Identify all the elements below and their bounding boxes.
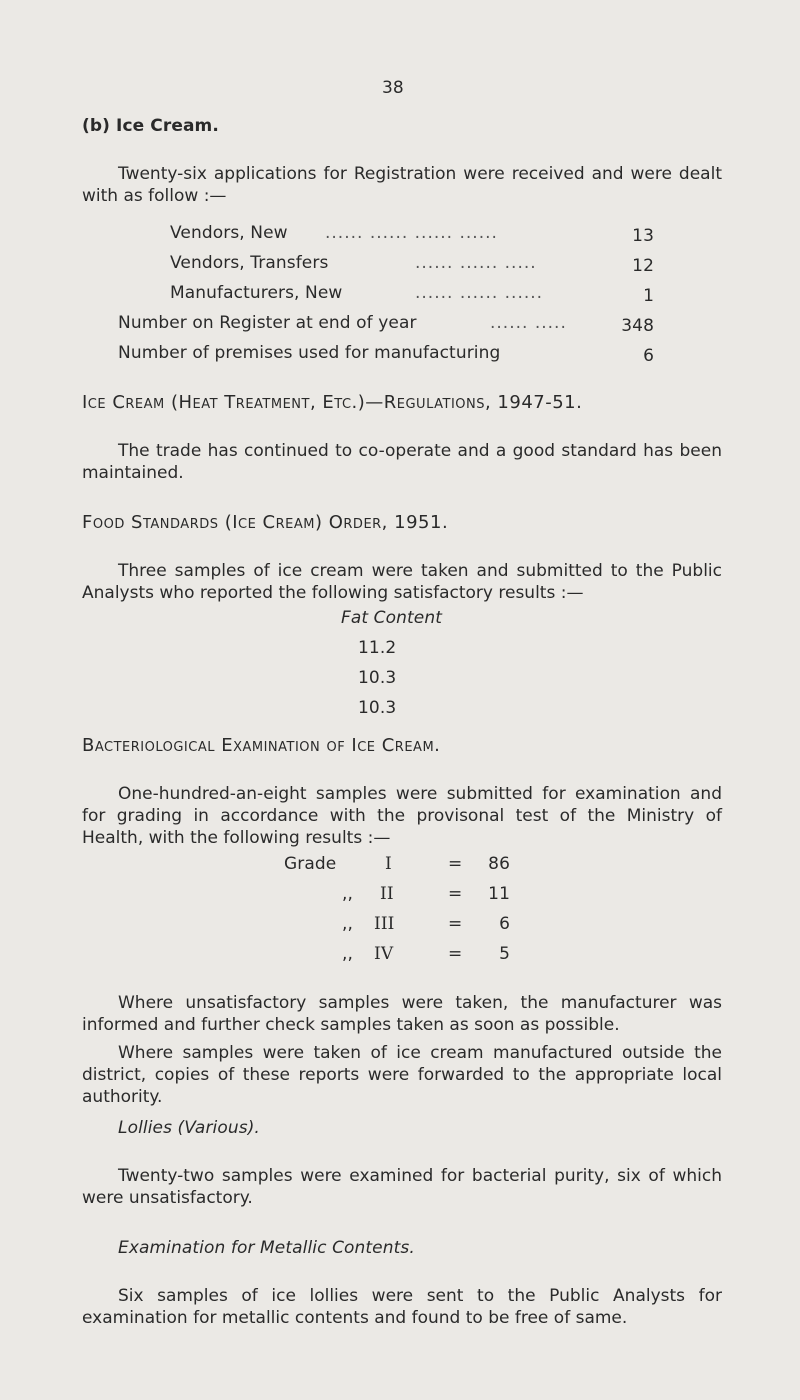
row-dots: ...... ...... ...... — [415, 283, 544, 303]
row-dots: ...... ..... — [490, 313, 567, 333]
grade-equals: = — [448, 854, 463, 874]
fat-content-value: 11.2 — [358, 638, 397, 658]
grade-numeral: III — [374, 914, 395, 934]
regulations-heading: Ice Cream (Heat Treatment, Etc.)—Regulations, 1947-51. — [82, 392, 583, 413]
grade-equals: = — [448, 884, 463, 904]
grade-numeral: II — [380, 884, 394, 904]
grade-numeral: I — [385, 854, 392, 874]
row-label: Vendors, New — [170, 223, 288, 243]
bacteriological-text: One-hundred-an-eight samples were submitted for examination and for grading in accordance with the provisonal test of the Ministry of Health, with the following results :— — [82, 784, 722, 848]
fat-content-label: Fat Content — [341, 608, 442, 628]
fat-content-value: 10.3 — [358, 668, 397, 688]
row-value: 13 — [632, 226, 654, 246]
lollies-heading: Lollies (Various). — [118, 1118, 260, 1138]
grade-value: 6 — [499, 914, 510, 934]
fat-content-value: 10.3 — [358, 698, 397, 718]
metallic-heading: Examination for Metallic Contents. — [118, 1238, 415, 1258]
row-label: Manufacturers, New — [170, 283, 343, 303]
row-label: Vendors, Transfers — [170, 253, 329, 273]
bacteriological-heading: Bacteriological Examination of Ice Cream. — [82, 735, 441, 756]
metallic-text: Six samples of ice lollies were sent to the Public Analysts for examination for metallic contents and found to be free of same. — [82, 1286, 722, 1328]
food-standards-heading: Food Standards (Ice Cream) Order, 1951. — [82, 512, 449, 533]
row-dots: ...... ...... ...... ...... — [325, 223, 498, 243]
grade-equals: = — [448, 944, 463, 964]
section-heading-ice-cream: (b) Ice Cream. — [82, 116, 219, 136]
row-value: 1 — [643, 286, 654, 306]
row-label: Number of premises used for manufacturing — [118, 343, 501, 363]
lollies-text: Twenty-two samples were examined for bacterial purity, six of which were unsatisfactory. — [82, 1166, 722, 1208]
page-number: 38 — [382, 78, 404, 98]
grade-prefix: ,, — [342, 944, 354, 964]
grade-prefix: ,, — [342, 884, 354, 904]
grade-equals: = — [448, 914, 463, 934]
row-label: Number on Register at end of year — [118, 313, 417, 333]
grade-prefix: ,, — [342, 914, 354, 934]
row-value: 12 — [632, 256, 654, 276]
registration-intro: Twenty-six applications for Registration were received and were dealt with as follow :— — [82, 164, 722, 206]
grade-value: 5 — [499, 944, 510, 964]
unsatisfactory-text: Where unsatisfactory samples were taken, the manufacturer was informed and further check samples taken as soon as possible. — [82, 993, 722, 1035]
grade-value: 11 — [488, 884, 510, 904]
outside-district-text: Where samples were taken of ice cream manufactured outside the district, copies of these reports were forwarded to the appropriate local authority. — [82, 1043, 722, 1107]
food-standards-text: Three samples of ice cream were taken and submitted to the Public Analysts who reported the following satisfactory results :— — [82, 561, 722, 603]
grade-value: 86 — [488, 854, 510, 874]
regulations-text: The trade has continued to co-operate and a good standard has been maintained. — [82, 441, 722, 483]
row-dots: ...... ...... ..... — [415, 253, 537, 273]
grade-prefix: Grade — [284, 854, 337, 874]
row-value: 348 — [621, 316, 654, 336]
grade-numeral: IV — [374, 944, 394, 964]
row-value: 6 — [643, 346, 654, 366]
